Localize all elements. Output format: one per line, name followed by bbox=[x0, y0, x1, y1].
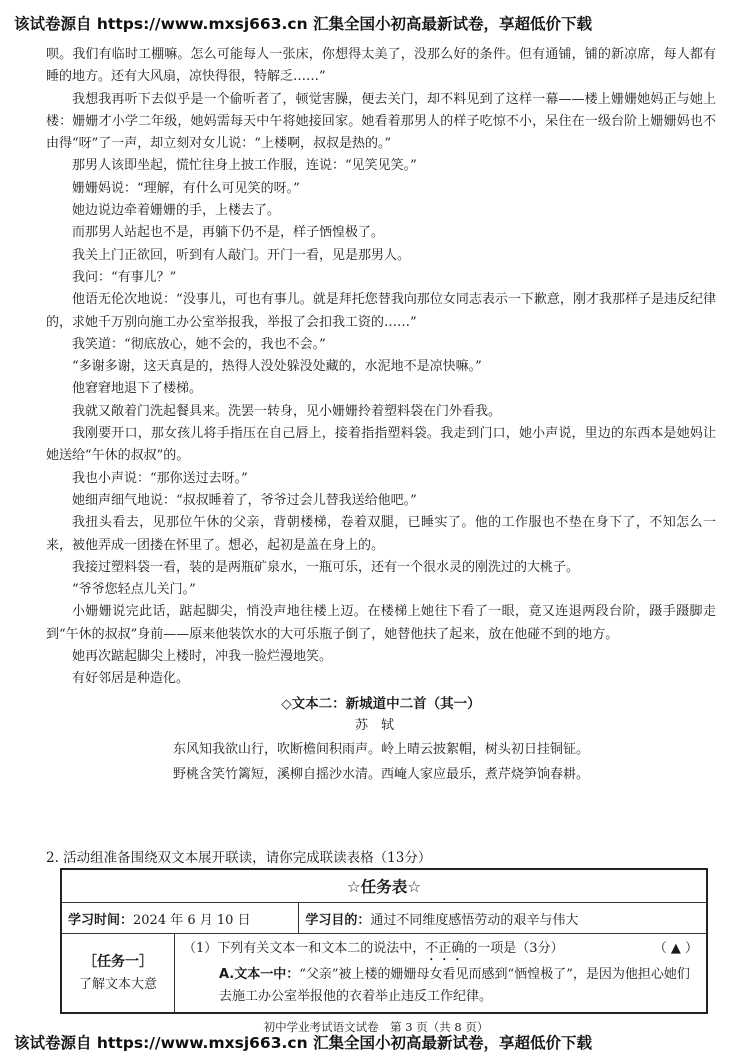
paragraph: 我扭头看去，见那位午休的父亲，背朝楼梯，卷着双腿，已睡实了。他的工作服也不垫在身下了，不知怎么一来，被他弄成一团搂在怀里了。想必，起初是盖在身上的。 bbox=[46, 515, 716, 553]
task-one-desc: 了解文本大意 bbox=[78, 977, 157, 992]
study-goal-value: 通过不同维度感悟劳动的艰辛与伟大 bbox=[370, 912, 579, 928]
paragraph: 姗姗妈说：“理解，有什么可见笑的呀。” bbox=[72, 180, 300, 196]
paragraph: “多谢多谢，这天真是的，热得人没处躲没处藏的，水泥地不是凉快嘛。” bbox=[72, 359, 482, 375]
paragraph: “爷爷您轻点儿关门。” bbox=[72, 582, 196, 598]
paragraph: 呗。我们有临时工棚嘛。怎么可能每人一张床，你想得太美了，没那么好的条件。但有通铺，铺的新凉席，每人都有睡的地方。还有大风扇，凉快得很，特解乏……” bbox=[46, 47, 716, 85]
question-2: 2. 活动组准备围绕双文本展开联读，请你完成联读表格（13分） bbox=[46, 850, 432, 866]
paragraph: 她再次踮起脚尖上楼时，冲我一脸烂漫地笑。 bbox=[72, 649, 333, 665]
poem-line: 东风知我欲山行，吹断檐间积雨声。岭上晴云披絮帽，树头初日挂铜钲。 bbox=[172, 741, 589, 757]
poem-line: 野桃含笑竹篱短，溪柳自摇沙水清。西崦人家应最乐，煮芹烧笋饷春耕。 bbox=[172, 766, 589, 782]
option-a-text: “父亲”被上楼的姗姗母女看见而感到“恓惶极了”，是因为他担心她们去施工办公室举报他的衣着举止违反工作纪律。 bbox=[219, 967, 690, 1004]
article-body bbox=[46, 44, 716, 787]
poem-author: 苏轼 bbox=[354, 717, 407, 733]
paragraph: 他语无伦次地说：“没事儿，可也有事儿。就是拜托您替我向那位女同志表示一下歉意，刚才我那样子是违反纪律的，求她千万别向施工办公室举报我，举报了会扣我工资的……” bbox=[46, 292, 716, 330]
paragraph: 我想我再听下去似乎是一个偷听者了，顿觉害臊，便去关门，却不料见到了这样一幕——楼上姗姗她妈正与她上楼：姗姗才小学二年级，她妈需每天中午将她接回家。她看着那男人的样子吃惊不小，呆住在一级台阶上姗姗妈也不由得“呀”了一声，却立刻对女儿说：“上楼啊，叔叔是热的。” bbox=[46, 91, 716, 152]
paragraph: 那男人该即坐起，慌忙往身上披工作服，连说：“见笑见笑。” bbox=[72, 158, 417, 174]
q1-stem bbox=[183, 938, 564, 964]
paragraph: 我就又敞着门洗起餐具来。洗罢一转身，见小姗姗拎着塑料袋在门外看我。 bbox=[72, 403, 502, 419]
paragraph: 我关上门正欲回，听到有人敲门。开门一看，见是那男人。 bbox=[72, 247, 411, 263]
q1-suffix: 的一项是（3分） bbox=[464, 941, 564, 956]
q1-emphasis: 不正确 bbox=[425, 941, 465, 956]
paragraph: 而那男人站起也不是，再躺下仍不是，样子恓惶极了。 bbox=[72, 225, 385, 241]
task-one-cell bbox=[61, 934, 175, 1014]
source-banner-top: 该试卷源自 https://www.mxsj663.cn 汇集全国小初高最新试卷，享超低价下载 bbox=[14, 15, 592, 33]
paragraph: 有好邻居是种造化。 bbox=[72, 671, 190, 687]
paragraph: 她边说边牵着姗姗的手，上楼去了。 bbox=[72, 203, 281, 219]
paragraph: 她细声细气地说：“叔叔睡着了，爷爷过会儿替我送给他吧。” bbox=[72, 492, 417, 508]
paragraph: 我刚要开口，那女孩儿将手指压在自己唇上，接着指指塑料袋。我走到门口，她小声说，里边的东西本是她妈让她送给“午休的叔叔”的。 bbox=[46, 426, 716, 464]
paragraph: 小姗姗说完此话，踮起脚尖，悄没声地往楼上迈。在楼梯上她往下看了一眼，竟又连退两段台阶，蹑手蹑脚走到“午休的叔叔”身前——原来他装饮水的大可乐瓶子倒了，她替他扶了起来，放在他碰不到的地方。 bbox=[46, 604, 716, 642]
study-time-cell bbox=[61, 903, 299, 934]
study-time-value: 2024 年 6 月 10 日 bbox=[133, 912, 251, 928]
paragraph: 他窘窘地退下了楼梯。 bbox=[72, 381, 203, 397]
task-one-question bbox=[175, 934, 708, 1014]
option-a-label: A.文本一中： bbox=[219, 967, 300, 982]
paragraph: 我接过塑料袋一看，装的是两瓶矿泉水，一瓶可乐，还有一个很水灵的刚洗过的大桃子。 bbox=[72, 559, 580, 575]
task-table bbox=[60, 868, 708, 1014]
text-one-paragraphs bbox=[46, 44, 716, 691]
paragraph: 我问：“有事儿？” bbox=[72, 269, 177, 285]
task-one-name: ［任务一］ bbox=[83, 954, 153, 970]
study-time-label: 学习时间： bbox=[68, 912, 134, 928]
paragraph: 我也小声说：“那你送过去呀。” bbox=[72, 470, 248, 486]
poem-title: ◇文本二：新城道中二首（其一） bbox=[281, 695, 481, 712]
study-goal-cell bbox=[299, 903, 707, 934]
page-footer: 初中学业考试语文试卷 第 3 页（共 8 页） bbox=[263, 1020, 489, 1034]
option-a bbox=[183, 964, 698, 1008]
q1-prefix: （1）下列有关文本一和文本二的说法中， bbox=[183, 941, 426, 956]
study-goal-label: 学习目的： bbox=[305, 912, 371, 928]
q1-answer-blank[interactable]: （ ▲ ） bbox=[653, 941, 698, 956]
task-table-title: ☆任务表☆ bbox=[61, 869, 707, 903]
paragraph: 我笑道：“彻底放心，她不会的，我也不会。” bbox=[72, 336, 326, 352]
source-banner-bottom: 该试卷源自 https://www.mxsj663.cn 汇集全国小初高最新试卷，享超低价下载 bbox=[14, 1034, 592, 1052]
